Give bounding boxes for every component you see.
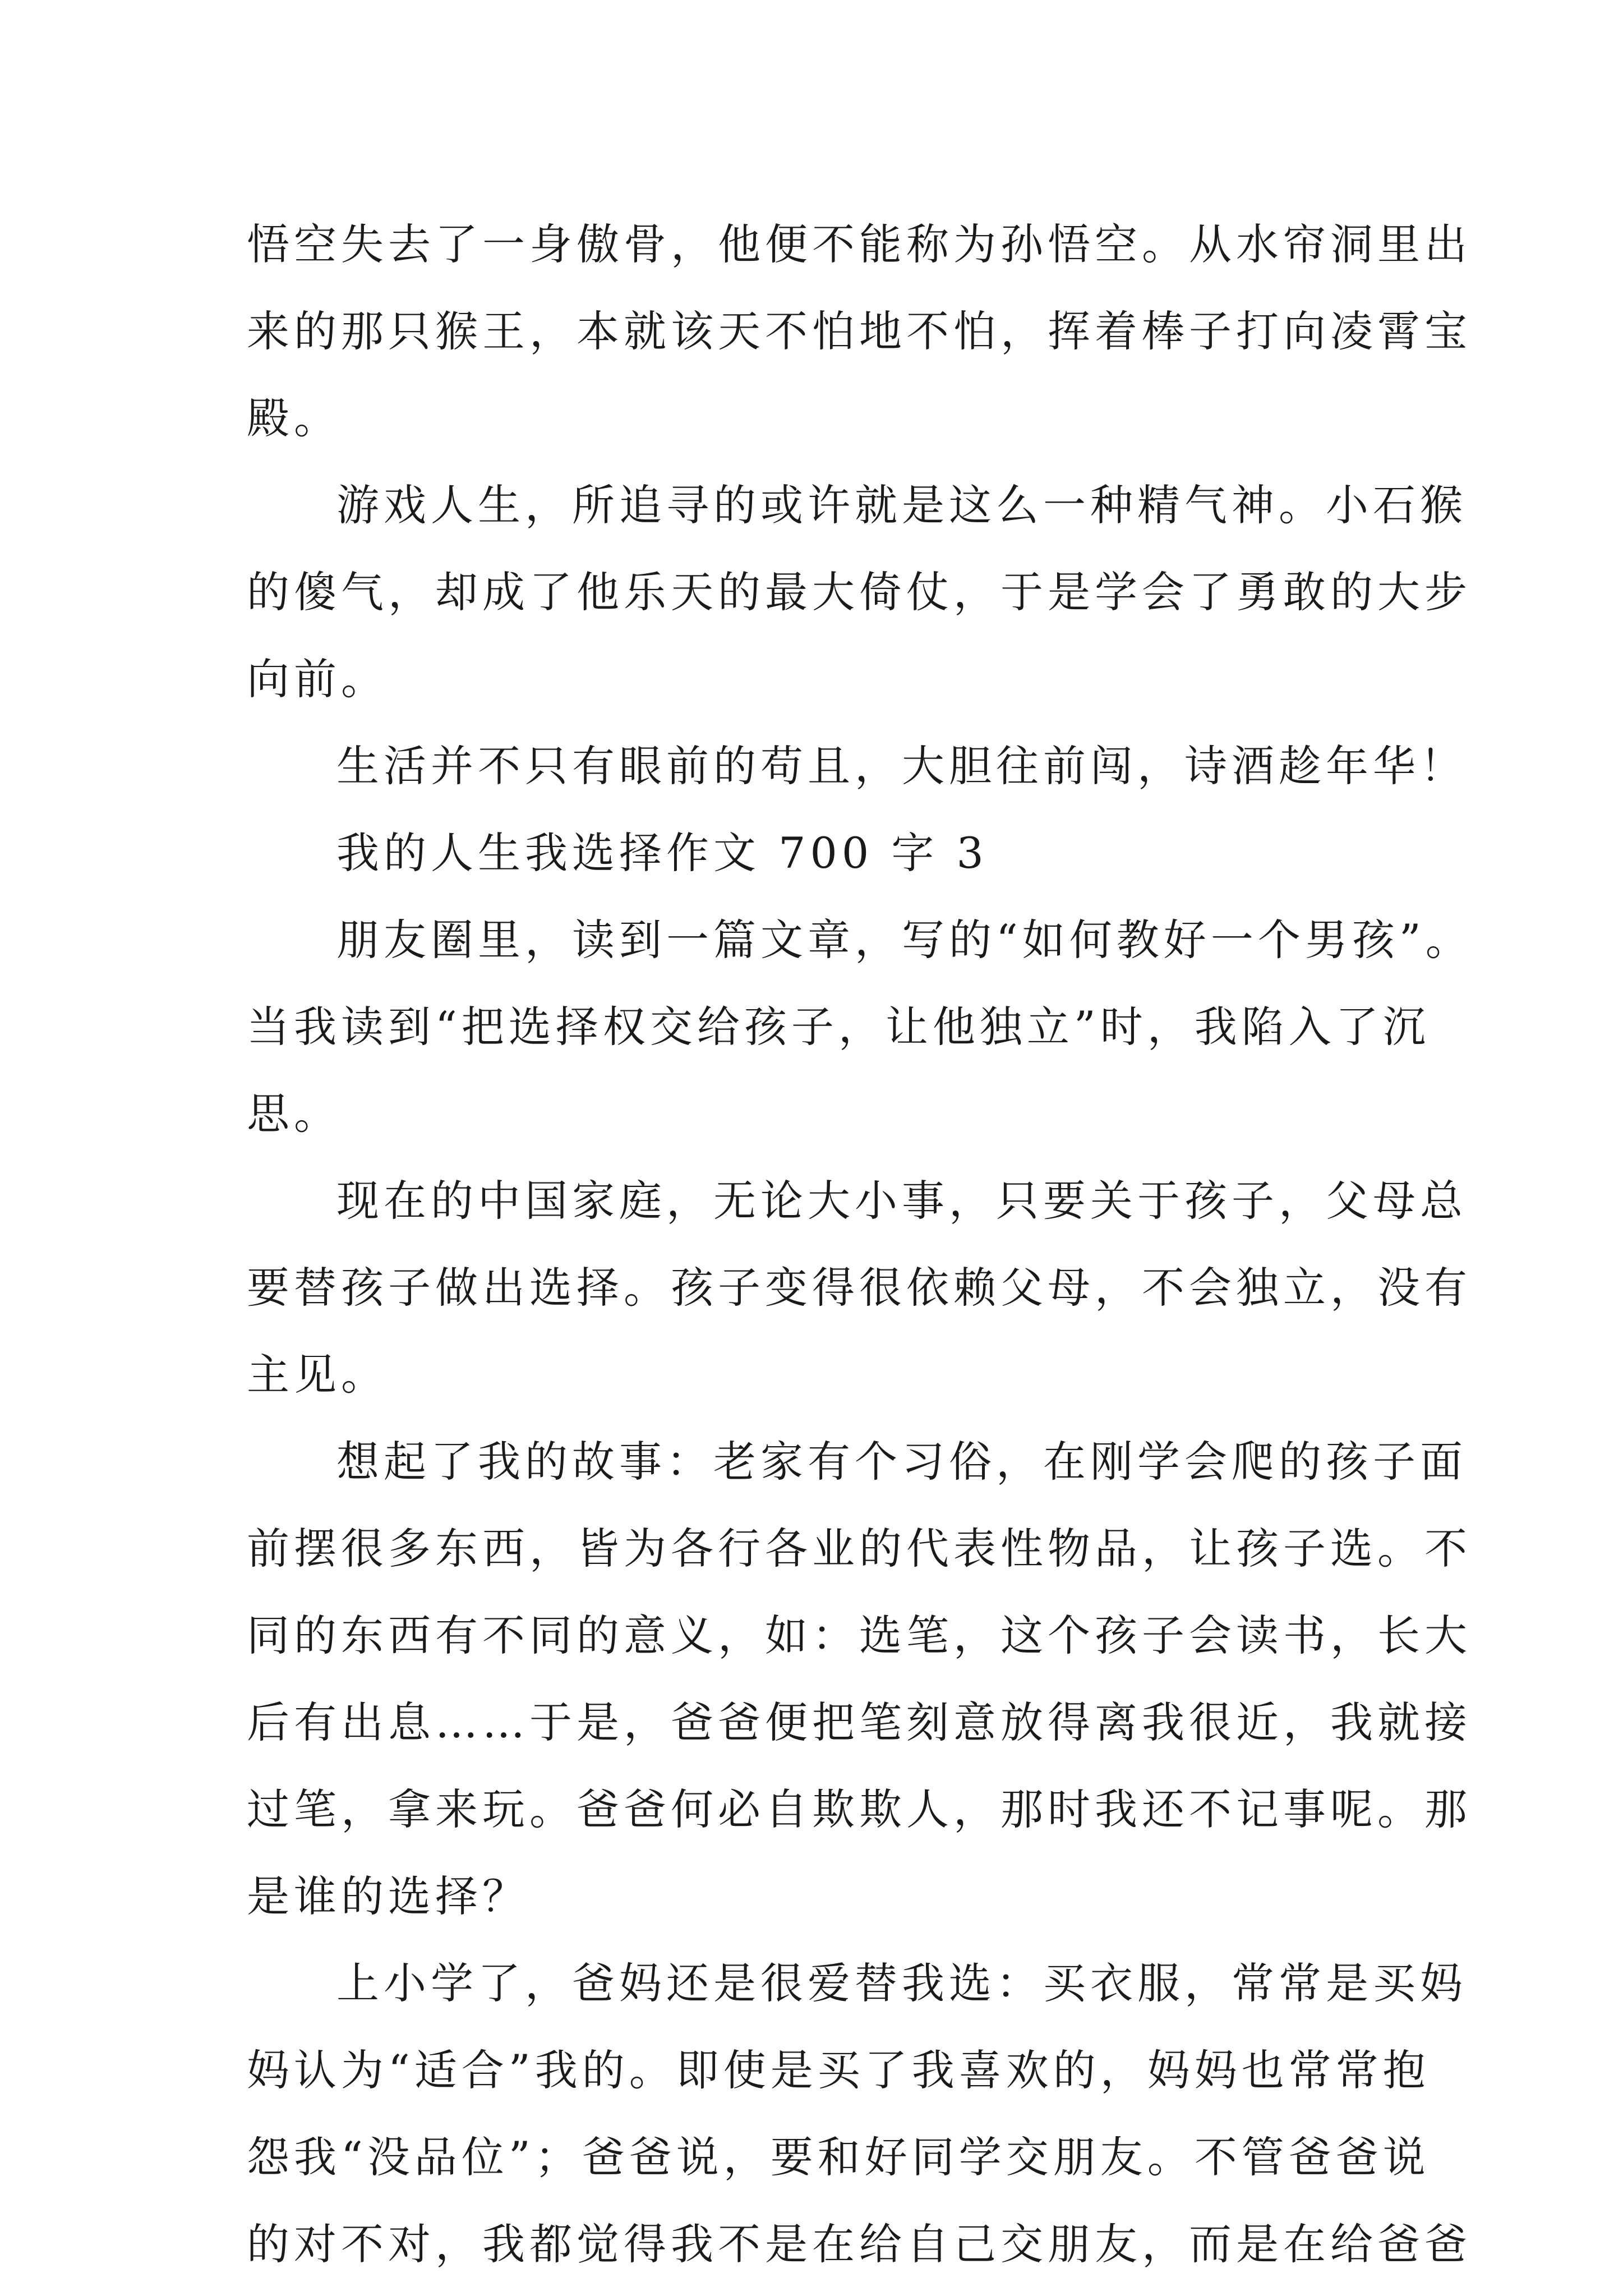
text-line: 生活并不只有眼前的苟且，大胆往前闯，诗酒趁年华！ xyxy=(336,741,1467,791)
text-line: 要替孩子做出选择。孩子变得很依赖父母，不会独立，没有 xyxy=(247,1263,1472,1313)
text-line: 过笔，拿来玩。爸爸何必自欺欺人，那时我还不记事呢。那 xyxy=(247,1784,1472,1834)
text-line: 思。 xyxy=(247,1089,341,1139)
text-line: 现在的中国家庭，无论大小事，只要关于孩子，父母总 xyxy=(336,1176,1467,1226)
text-line: 的傻气，却成了他乐天的最大倚仗，于是学会了勇敢的大步 xyxy=(247,567,1472,617)
text-line: 当我读到“把选择权交给孩子，让他独立”时，我陷入了沉 xyxy=(247,1002,1430,1052)
text-line: 想起了我的故事：老家有个习俗，在刚学会爬的孩子面 xyxy=(336,1437,1467,1487)
text-line: 主见。 xyxy=(247,1350,388,1400)
text-line: 向前。 xyxy=(247,654,388,704)
text-line: 来的那只猴王，本就该天不怕地不怕，挥着棒子打向凌霄宝 xyxy=(247,306,1472,356)
text-line: 殿。 xyxy=(247,393,341,443)
text-line: 同的东西有不同的意义，如：选笔，这个孩子会读书，长大 xyxy=(247,1611,1472,1660)
text-line: 悟空失去了一身傲骨，他便不能称为孙悟空。从水帘洞里出 xyxy=(247,219,1472,269)
text-line: 游戏人生，所追寻的或许就是这么一种精气神。小石猴 xyxy=(336,480,1467,530)
text-line: 的对不对，我都觉得我不是在给自己交朋友，而是在给爸爸 xyxy=(247,2219,1472,2269)
text-line: 后有出息……于是，爸爸便把笔刻意放得离我很近，我就接 xyxy=(247,1697,1472,1747)
text-line: 前摆很多东西，皆为各行各业的代表性物品，让孩子选。不 xyxy=(247,1524,1472,1573)
text-line: 朋友圈里，读到一篇文章，写的“如何教好一个男孩”。 xyxy=(336,915,1473,965)
article-title: 我的人生我选择作文 700 字 3 xyxy=(336,828,988,878)
text-line: 上小学了，爸妈还是很爱替我选：买衣服，常常是买妈 xyxy=(336,1958,1467,2008)
text-line: 是谁的选择？ xyxy=(247,1871,529,1921)
text-line: 怨我“没品位”；爸爸说，要和好同学交朋友。不管爸爸说 xyxy=(247,2132,1430,2182)
text-line: 妈认为“适合”我的。即使是买了我喜欢的，妈妈也常常抱 xyxy=(247,2045,1430,2095)
article-body xyxy=(247,201,1473,2288)
